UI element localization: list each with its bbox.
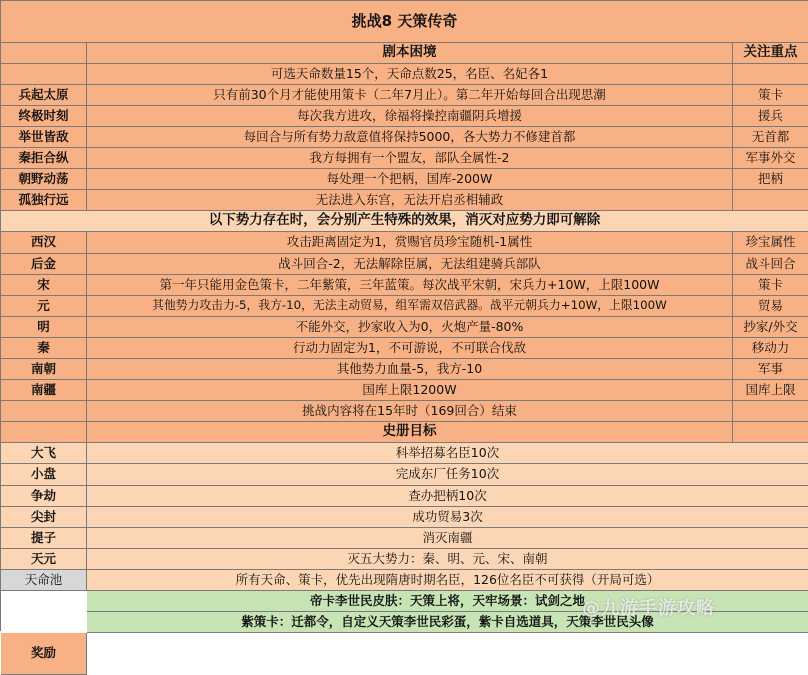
header-dilemma: 剧本困境	[87, 43, 733, 64]
force-focus: 抄家/外交	[733, 317, 808, 338]
dilemma-name: 朝野动荡	[1, 169, 87, 190]
force-desc: 攻击距离固定为1，赏赐官员珍宝随机-1属性	[87, 232, 733, 254]
dilemma-name: 举世皆敌	[1, 127, 87, 148]
goal-name: 大飞	[1, 443, 87, 464]
goal-desc: 完成东厂任务10次	[87, 464, 808, 486]
goal-desc: 消灭南疆	[87, 528, 808, 549]
dilemma-name: 秦拒合纵	[1, 148, 87, 169]
reward-line-1: 帝卡李世民皮肤：天策上将，天牢场景：试剑之地	[87, 591, 808, 612]
force-desc: 战斗回合-2，无法解除臣属，无法组建骑兵部队	[87, 254, 733, 275]
dilemma-focus: 军事外交	[733, 148, 808, 169]
force-name: 明	[1, 317, 87, 338]
force-focus: 珍宝属性	[733, 232, 808, 254]
goal-name: 尖封	[1, 507, 87, 528]
force-name: 西汉	[1, 232, 87, 254]
dilemma-focus: 无首都	[733, 127, 808, 148]
force-name: 宋	[1, 275, 87, 296]
goal-name: 天元	[1, 549, 87, 570]
reward-name: 奖励	[1, 633, 87, 675]
goals-header-focus-blank	[733, 422, 808, 443]
force-name: 南朝	[1, 359, 87, 380]
dilemma-name: 兵起太原	[1, 85, 87, 106]
intro-focus-blank	[733, 64, 808, 85]
force-desc: 国库上限1200W	[87, 380, 733, 401]
watermark: @九游手游攻略	[582, 598, 715, 619]
pool-name: 天命池	[1, 570, 87, 591]
intro-text: 可选天命数量15个，天命点数25，名臣、名妃各1	[87, 64, 733, 85]
force-focus: 移动力	[733, 338, 808, 359]
pool-desc: 所有天命、策卡，优先出现隋唐时期名臣，126位名臣不可获得（开局可选）	[87, 570, 808, 591]
dilemma-desc: 我方每拥有一个盟友，部队全属性-2	[87, 148, 733, 169]
goal-desc: 灭五大势力：秦、明、元、宋、南朝	[87, 549, 808, 570]
goal-desc: 查办把柄10次	[87, 486, 808, 507]
goal-name: 提子	[1, 528, 87, 549]
dilemma-desc: 只有前30个月才能使用策卡（二年7月止）。第二年开始每回合出现思潮	[87, 85, 733, 106]
force-name: 后金	[1, 254, 87, 275]
header-focus: 关注重点	[733, 43, 808, 64]
force-focus: 军事	[733, 359, 808, 380]
reward-line-2: 紫策卡：迁都令，自定义天策李世民彩蛋，紫卡自选道具，天策李世民头像	[87, 612, 808, 633]
dilemma-desc: 每次我方进攻，徐福将操控南疆阴兵增援	[87, 106, 733, 127]
force-name: 元	[1, 296, 87, 317]
force-desc: 其他势力攻击力-5，我方-10，无法主动贸易，组军需双倍武器。战平元朝兵力+10W，上限100W	[87, 296, 733, 317]
end-note: 挑战内容将在15年时（169回合）结束	[87, 401, 733, 422]
end-note-focus-blank	[733, 401, 808, 422]
force-name: 秦	[1, 338, 87, 359]
forces-header: 以下势力存在时，会分别产生特殊的效果，消灭对应势力即可解除	[1, 211, 808, 232]
intro-blank	[1, 64, 87, 85]
force-desc: 第一年只能用金色策卡，二年紫策，三年蓝策。每次战平宋朝，宋兵力+10W，上限100W	[87, 275, 733, 296]
force-focus: 国库上限	[733, 380, 808, 401]
force-desc: 不能外交，抄家收入为0，火炮产量-80%	[87, 317, 733, 338]
goals-header: 史册目标	[87, 422, 733, 443]
dilemma-focus: 策卡	[733, 85, 808, 106]
header-blank	[1, 43, 87, 64]
dilemma-name: 孤独行远	[1, 190, 87, 211]
dilemma-name: 终极时刻	[1, 106, 87, 127]
dilemma-focus	[733, 190, 808, 211]
goal-desc: 科举招募名臣10次	[87, 443, 808, 464]
dilemma-focus: 援兵	[733, 106, 808, 127]
force-focus: 战斗回合	[733, 254, 808, 275]
table-title: 挑战8 天策传奇	[1, 1, 808, 43]
goal-name: 小盘	[1, 464, 87, 486]
force-focus: 贸易	[733, 296, 808, 317]
dilemma-focus: 把柄	[733, 169, 808, 190]
end-note-blank	[1, 401, 87, 422]
dilemma-desc: 每回合与所有势力敌意值将保持5000，各大势力不修建首都	[87, 127, 733, 148]
goals-header-blank	[1, 422, 87, 443]
force-name: 南疆	[1, 380, 87, 401]
dilemma-desc: 每处理一个把柄，国库-200W	[87, 169, 733, 190]
goal-name: 争劫	[1, 486, 87, 507]
goal-desc: 成功贸易3次	[87, 507, 808, 528]
dilemma-desc: 无法进入东宫，无法开启丞相辅政	[87, 190, 733, 211]
force-desc: 行动力固定为1，不可游说，不可联合伐敌	[87, 338, 733, 359]
force-desc: 其他势力血量-5，我方-10	[87, 359, 733, 380]
force-focus: 策卡	[733, 275, 808, 296]
